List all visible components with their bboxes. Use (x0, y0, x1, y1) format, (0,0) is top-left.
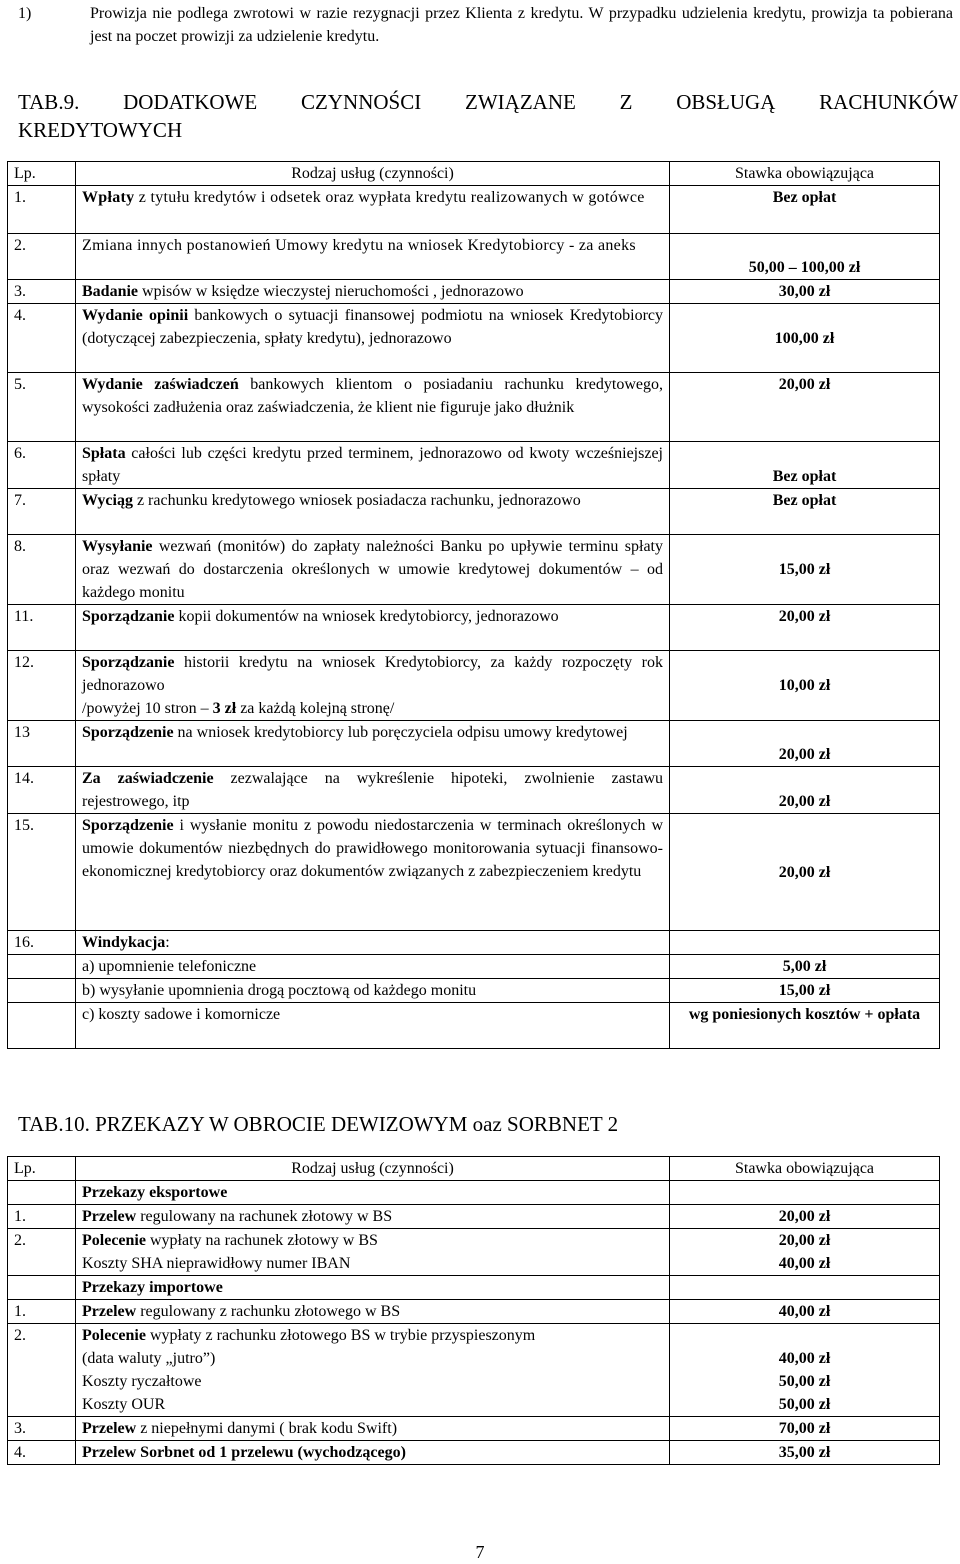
row-description (76, 304, 670, 373)
row-rate (670, 1229, 940, 1276)
tab9-title-word: TAB.9. (18, 90, 80, 114)
row-lp: 15. (8, 814, 76, 931)
row-lp: 6. (8, 442, 76, 489)
subrow-rate: wg poniesionych kosztów + opłata (670, 1003, 940, 1049)
table-header-row (8, 1157, 940, 1181)
row-rate: 35,00 zł (670, 1441, 940, 1465)
row-lp: 1. (8, 1300, 76, 1324)
row-text-line: (data waluty „jutro”) (82, 1350, 216, 1367)
row-lp: 11. (8, 605, 76, 651)
row-lp-empty (8, 955, 76, 979)
tab10-table (7, 1156, 940, 1465)
section-heading-row (8, 1181, 940, 1205)
rate-line: 50,00 zł (778, 1396, 831, 1413)
table-row (8, 373, 940, 442)
footnote-text: Prowizja nie podlega zwrotowi w razie rezygnacji przez Klienta z kredytu. W przypadku udzielenia kredytu, prowizja ta pobierana jest na poczet prowizji za udzielenie kredytu. (90, 5, 953, 45)
table-row (8, 442, 940, 489)
row-text: z rachunku kredytowego wniosek posiadacza rachunku, jednorazowo (132, 492, 581, 509)
row-description (76, 489, 670, 535)
row-text: bankowych klientom o posiadaniu rachunku kredytowego, wysokości zadłużenia oraz zaświadczenia, że klient nie figuruje jako dłużnik (82, 376, 663, 416)
subnote-price: 3 zł (212, 700, 237, 717)
row-keyword: Przelew (82, 1420, 137, 1437)
row-keyword: Badanie (82, 283, 139, 300)
row-text: bankowych o sytuacji finansowej podmiotu na wniosek Kredytobiorcy (dotyczącej zabezpieczenia, spłaty kredytu), jednorazowo (82, 307, 663, 347)
subrow-description: c) koszty sadowe i komornicze (76, 1003, 670, 1049)
row-description (76, 1205, 670, 1229)
row-rate: 70,00 zł (670, 1417, 940, 1441)
subnote-part: /powyżej 10 stron – (82, 700, 213, 717)
row-lp-empty (8, 1276, 76, 1300)
tab9-title-word: CZYNNOŚCI (301, 90, 422, 114)
row-keyword: Wpłaty (82, 189, 135, 206)
row-keyword: Przelew (82, 1303, 137, 1320)
row-rate: 30,00 zł (670, 280, 940, 304)
table-subrow (8, 1003, 940, 1049)
row-rate (670, 931, 940, 955)
row-lp: 12. (8, 651, 76, 721)
row-lp: 8. (8, 535, 76, 605)
row-lp: 13 (8, 721, 76, 767)
table-row (8, 280, 940, 304)
subnote-part: za każdą kolejną stronę/ (236, 700, 395, 717)
rate-line: 40,00 zł (778, 1255, 831, 1272)
row-rate: 20,00 zł (670, 767, 940, 814)
subrow-description: b) wysyłanie upomnienia drogą pocztową od każdego monitu (76, 979, 670, 1003)
row-keyword: Wydanie opinii (82, 307, 189, 324)
row-lp: 2. (8, 1229, 76, 1276)
row-text: wezwań (monitów) do zapłaty należności Banku po upływie terminu spłaty oraz wezwań do dostarczenia określonych w umowie kredytowej dokumentów – od każdego monitu (82, 538, 663, 601)
tab9-title-word: RACHUNKÓW (819, 90, 958, 114)
table-row (8, 186, 940, 234)
row-text: z niepełnymi danymi ( brak kodu Swift) (136, 1420, 398, 1437)
row-description (76, 280, 670, 304)
row-lp: 5. (8, 373, 76, 442)
row-rate-empty (670, 1276, 940, 1300)
rate-line: 20,00 zł (778, 1232, 831, 1249)
table-row (8, 651, 940, 721)
tab9-title (18, 88, 958, 144)
row-description (76, 1324, 670, 1417)
row-keyword: Spłata (82, 445, 126, 462)
row-keyword: Sporządzenie (82, 724, 174, 741)
table-row (8, 814, 940, 931)
table-row (8, 605, 940, 651)
row-description (76, 1441, 670, 1465)
row-rate: 20,00 zł (670, 605, 940, 651)
row-keyword: Przelew (82, 1208, 137, 1225)
row-text: z tytułu kredytów i odsetek oraz wypłata kredytu realizowanych w gotówce (134, 189, 645, 206)
row-lp: 2. (8, 234, 76, 280)
tab9-title-word: DODATKOWE (123, 90, 258, 114)
footnote (18, 2, 953, 48)
header-service: Rodzaj usług (czynności) (76, 1157, 670, 1181)
row-description (76, 442, 670, 489)
row-text-line: Koszty OUR (82, 1396, 166, 1413)
tab9-title-word: Z (619, 90, 633, 114)
row-keyword: Sporządzanie (82, 654, 175, 671)
row-description (76, 535, 670, 605)
row-lp: 7. (8, 489, 76, 535)
header-service: Rodzaj usług (czynności) (76, 162, 670, 186)
tab9-table (7, 161, 940, 1049)
table-header-row (8, 162, 940, 186)
subrow-rate: 5,00 zł (670, 955, 940, 979)
row-rate-empty (670, 1181, 940, 1205)
row-lp-empty (8, 1181, 76, 1205)
subrow-description: a) upomnienie telefoniczne (76, 955, 670, 979)
row-text: regulowany z rachunku złotowego w BS (136, 1303, 401, 1320)
row-text: zezwalające na wykreślenie hipoteki, zwolnienie zastawu rejestrowego, itp (82, 770, 664, 810)
table-row (8, 1229, 940, 1276)
row-text: historii kredytu na wniosek Kredytobiorcy, za każdy rozpoczęty rok jednorazowo (82, 654, 663, 694)
row-description (76, 651, 670, 721)
table-row (8, 1205, 940, 1229)
row-rate: Bez opłat (670, 186, 940, 234)
row-rate: 20,00 zł (670, 721, 940, 767)
table-row (8, 1441, 940, 1465)
tab9-title-word: OBSŁUGĄ (676, 90, 776, 114)
table-row (8, 489, 940, 535)
row-keyword: Wydanie zaświadczeń (82, 376, 239, 393)
row-keyword: Za zaświadczenie (82, 770, 214, 787)
subrow-rate: 15,00 zł (670, 979, 940, 1003)
row-text: wpisów w księdze wieczystej nieruchomości , jednorazowo (138, 283, 524, 300)
row-rate: 10,00 zł (670, 651, 940, 721)
table-row (8, 721, 940, 767)
row-text: : (165, 934, 170, 951)
row-description (76, 1229, 670, 1276)
row-lp: 3. (8, 1417, 76, 1441)
row-description (76, 186, 670, 234)
row-text: całości lub części kredytu przed terminem, jednorazowo od kwoty wcześniejszej spłaty (82, 445, 663, 485)
row-description (76, 931, 670, 955)
row-lp: 2. (8, 1324, 76, 1417)
tab10-title: TAB.10. PRZEKAZY W OBROCIE DEWIZOWYM oaz SORBNET 2 (18, 1112, 619, 1136)
row-lp: 3. (8, 280, 76, 304)
row-rate: 100,00 zł (670, 304, 940, 373)
header-rate: Stawka obowiązująca (670, 162, 940, 186)
row-lp: 16. (8, 931, 76, 955)
row-keyword: Polecenie (82, 1327, 146, 1344)
row-rate: 15,00 zł (670, 535, 940, 605)
row-text: wypłaty na rachunek złotowy w BS (145, 1232, 378, 1249)
row-lp: 1. (8, 1205, 76, 1229)
row-text: i wysłanie monitu z powodu niedostarczenia w terminach określonych w umowie dokumentów niezbędnych do prawidłowego monitorowania sytuacji finansowo-ekonomicznej kredytobiorcy oraz dokumentów związanych z zabezpieczeniem kredytu (82, 817, 663, 880)
row-keyword: Przelew Sorbnet od 1 przelewu (wychodzącego) (82, 1444, 406, 1461)
tab9-title-word: ZWIĄZANE (465, 90, 576, 114)
table-row (8, 234, 940, 280)
table-row (8, 767, 940, 814)
row-text: kopii dokumentów na wniosek kredytobiorcy, jednorazowo (174, 608, 559, 625)
row-keyword: Polecenie (82, 1232, 146, 1249)
table-row (8, 931, 940, 955)
table-row (8, 1300, 940, 1324)
row-text: regulowany na rachunek złotowy w BS (136, 1208, 393, 1225)
row-description (76, 234, 670, 280)
footnote-number: 1) (18, 5, 32, 22)
table-row (8, 304, 940, 373)
row-subnote (82, 697, 663, 720)
row-text-line: Koszty SHA nieprawidłowy numer IBAN (82, 1255, 351, 1272)
row-lp: 4. (8, 304, 76, 373)
row-lp: 4. (8, 1441, 76, 1465)
row-rate: Bez opłat (670, 442, 940, 489)
row-text-line: Koszty ryczałtowe (82, 1373, 202, 1390)
page-number: 7 (475, 1542, 485, 1562)
row-text: Zmiana innych postanowień Umowy kredytu na wniosek Kredytobiorcy - za aneks (82, 237, 636, 254)
row-lp-empty (8, 979, 76, 1003)
row-description (76, 767, 670, 814)
row-rate: 20,00 zł (670, 814, 940, 931)
table-row (8, 535, 940, 605)
row-keyword: Wysyłanie (82, 538, 153, 555)
row-keyword: Windykacja (82, 934, 166, 951)
row-rate: 20,00 zł (670, 373, 940, 442)
table-subrow (8, 979, 940, 1003)
row-text: na wniosek kredytobiorcy lub poręczyciela odpisu umowy kredytowej (173, 724, 628, 741)
row-keyword: Wyciąg (82, 492, 133, 509)
header-rate: Stawka obowiązująca (670, 1157, 940, 1181)
header-lp: Lp. (8, 1157, 76, 1181)
import-heading: Przekazy importowe (76, 1276, 670, 1300)
row-description (76, 721, 670, 767)
row-rate: 50,00 – 100,00 zł (670, 234, 940, 280)
rate-line: 50,00 zł (778, 1373, 831, 1390)
row-rate: 40,00 zł (670, 1300, 940, 1324)
row-keyword: Sporządzanie (82, 608, 175, 625)
rate-line: 40,00 zł (778, 1350, 831, 1367)
row-rate: 20,00 zł (670, 1205, 940, 1229)
row-rate: Bez opłat (670, 489, 940, 535)
row-description (76, 373, 670, 442)
row-description (76, 1300, 670, 1324)
row-keyword: Sporządzenie (82, 817, 174, 834)
table-row (8, 1324, 940, 1417)
header-lp: Lp. (8, 162, 76, 186)
row-description (76, 605, 670, 651)
table-row (8, 1417, 940, 1441)
row-lp-empty (8, 1003, 76, 1049)
row-rate (670, 1324, 940, 1417)
table-subrow (8, 955, 940, 979)
row-lp: 14. (8, 767, 76, 814)
row-description (76, 814, 670, 931)
export-heading: Przekazy eksportowe (76, 1181, 670, 1205)
row-description (76, 1417, 670, 1441)
tab9-title-line2: KREDYTOWYCH (18, 118, 183, 142)
row-lp: 1. (8, 186, 76, 234)
row-text: wypłaty z rachunku złotowego BS w trybie przyspieszonym (145, 1327, 536, 1344)
section-heading-row (8, 1276, 940, 1300)
